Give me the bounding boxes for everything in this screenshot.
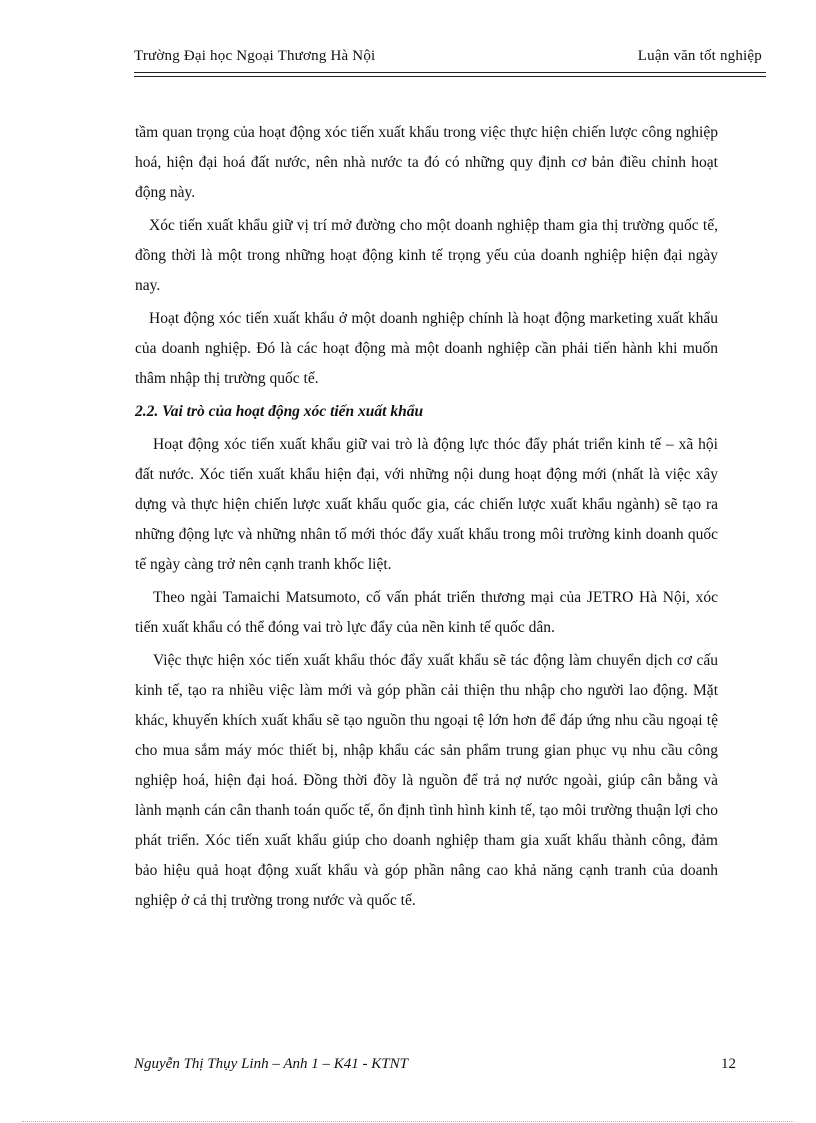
header-rule-thick (134, 72, 766, 73)
header-institution: Trường Đại học Ngoại Thương Hà Nội (134, 48, 376, 64)
paragraph-continued: tầm quan trọng của hoạt động xóc tiến xuất khẩu trong việc thực hiện chiến lược công nghiệp hoá, hiện đại hoá đất nước, nên nhà nước ta đó có những quy định cơ bản điều chỉnh hoạt động này. (135, 124, 718, 201)
section-heading: 2.2. Vai trò của hoạt động xóc tiến xuất khẩu (135, 403, 424, 420)
footer-author: Nguyễn Thị Thụy Linh – Anh 1 – K41 - KTNT (134, 1056, 408, 1072)
paragraph: Xóc tiến xuất khẩu giữ vị trí mở đường cho một doanh nghiệp tham gia thị trường quốc tế, đồng thời là một trong những hoạt động kinh tế trọng yếu của doanh nghiệp hiện đại ngày nay. (135, 217, 718, 294)
header-rule-thin (134, 76, 766, 77)
page-number: 12 (721, 1056, 736, 1072)
paragraph: Hoạt động xóc tiến xuất khẩu giữ vai trò là động lực thóc đẩy phát triển kinh tế – xã hội đất nước. Xóc tiến xuất khẩu hiện đại, với những nội dung hoạt động mới (nhất là việc xây dựng và thực hiện chiến lược xuất khẩu quốc gia, các chiến lược xuất khẩu ngành) sẽ tạo ra những động lực và những nhân tố mới thóc đẩy xuất khẩu trong môi trường kinh doanh quốc tế ngày càng trở nên cạnh tranh khốc liệt. (135, 436, 718, 573)
page-bottom-edge (22, 1121, 794, 1122)
paragraph: Theo ngài Tamaichi Matsumoto, cố vấn phát triển thương mại của JETRO Hà Nội, xóc tiến xuất khẩu có thể đóng vai trò lực đẩy của nền kinh tế quốc dân. (135, 589, 718, 636)
running-header (134, 48, 762, 70)
paragraph: Hoạt động xóc tiến xuất khẩu ở một doanh nghiệp chính là hoạt động marketing xuất khẩu của doanh nghiệp. Đó là các hoạt động mà một doanh nghiệp cần phải tiến hành khi muốn thâm nhập thị trường quốc tế. (135, 310, 718, 387)
header-document-type: Luận văn tốt nghiệp (637, 48, 762, 64)
paragraph: Việc thực hiện xóc tiến xuất khẩu thóc đẩy xuất khẩu sẽ tác động làm chuyển dịch cơ cấu kinh tế, tạo ra nhiều việc làm mới và góp phần cải thiện thu nhập cho người lao động. Mặt khác, khuyến khích xuất khẩu sẽ tạo nguồn thu ngoại tệ lớn hơn để đáp ứng nhu cầu ngoại tệ cho mua sắm máy móc thiết bị, nhập khẩu các sản phẩm trung gian phục vụ nhu cầu công nghiệp hoá, hiện đại hoá. Đồng thời đõy là nguồn để trả nợ nước ngoài, giúp cân bằng và lành mạnh cán cân thanh toán quốc tế, ổn định tình hình kinh tế, tạo môi trường thuận lợi cho phát triển. Xóc tiến xuất khẩu giúp cho doanh nghiệp tham gia xuất khẩu thành công, đảm bảo hiệu quả hoạt động xuất khẩu và góp phần nâng cao khả năng cạnh tranh của doanh nghiệp ở cả thị trường trong nước và quốc tế. (135, 652, 718, 909)
document-body (135, 118, 718, 919)
